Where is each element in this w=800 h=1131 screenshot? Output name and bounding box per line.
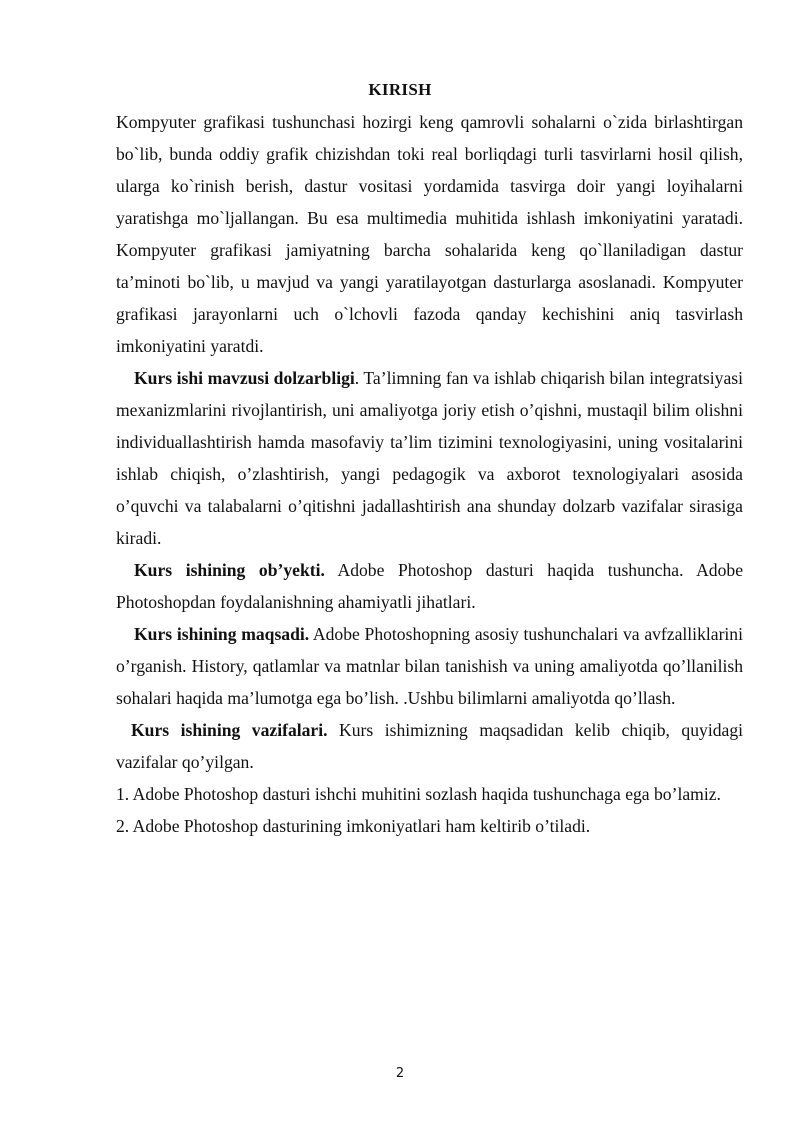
tasks-paragraph <box>116 714 743 778</box>
list-item: 1. Adobe Photoshop dasturi ishchi muhitini sozlash haqida tushunchaga ega bo’lamiz. <box>116 784 721 804</box>
goal-paragraph <box>116 618 743 714</box>
intro-paragraph: Kompyuter grafikasi tushunchasi hozirgi keng qamrovli sohalarni o`zida birlashtirgan bo`lib, bunda oddiy grafik chizishdan toki real borliqdagi turli tasvirlarni hosil qilish, ularga ko`rinish berish, dastur vositasi yordamida tasvirga doir yangi loyihalarni yaratishga mo`ljallangan. Bu esa multimedia muhitida ishlash imkoniyatini yaratadi. Kompyuter grafikasi jamiyatning barcha sohalarida keng qo`llaniladigan dastur ta’minoti bo`lib, u mavjud va yangi yaratilayotgan dasturlarga asoslanadi. Kompyuter grafikasi jarayonlarni uch o`lchovli fazoda qanday kechishini aniq tasvirlash imkoniyatini yaratdi. <box>116 112 743 356</box>
relevance-text: . Ta’limning fan va ishlab chiqarish bilan integratsiyasi mexanizmlarini rivojlantirish, uni amaliyotga joriy etish o’qishni, mustaqil bilim olishni individuallashtirish hamda masofaviy ta’lim tizimini texnologiyasini, uning vositalarini ishlab chiqish, o’zlashtirish, yangi pedagogik va axborot texnologiyalari asosida o’quvchi va talabalarni o’qitishni jadallashtirish ana shunday dolzarb vazifalar sirasiga kiradi. <box>116 368 743 548</box>
object-heading: Kurs ishining ob’yekti. <box>134 560 325 580</box>
tasks-text: Kurs ishimizning maqsadidan kelib chiqib, quyidagi vazifalar qo’yilgan. <box>116 720 744 772</box>
page-number: 2 <box>395 1066 405 1081</box>
document-body <box>116 106 743 842</box>
goal-heading: Kurs ishining maqsadi. <box>134 624 310 644</box>
object-paragraph <box>116 554 743 618</box>
relevance-heading: Kurs ishi mavzusi dolzarbligi <box>134 368 355 388</box>
tasks-heading: Kurs ishining vazifalari. <box>131 720 328 740</box>
object-text: Adobe Photoshop dasturi haqida tushuncha. Adobe Photoshopdan foydalanishning ahamiyatli jihatlari. <box>116 560 744 612</box>
page-title: KIRISH <box>368 80 432 99</box>
list-item: 2. Adobe Photoshop dasturining imkoniyatlari ham keltirib o’tiladi. <box>116 816 591 836</box>
goal-text: Adobe Photoshopning asosiy tushunchalari va avfzalliklarini o’rganish. History, qatlamlar va matnlar bilan tanishish va uning amaliyotda qo’llanilish sohalari haqida ma’lumotga ega bo’lish. .Ushbu bilimlarni amaliyotda qo’llash. <box>116 624 743 708</box>
relevance-paragraph <box>116 362 743 554</box>
